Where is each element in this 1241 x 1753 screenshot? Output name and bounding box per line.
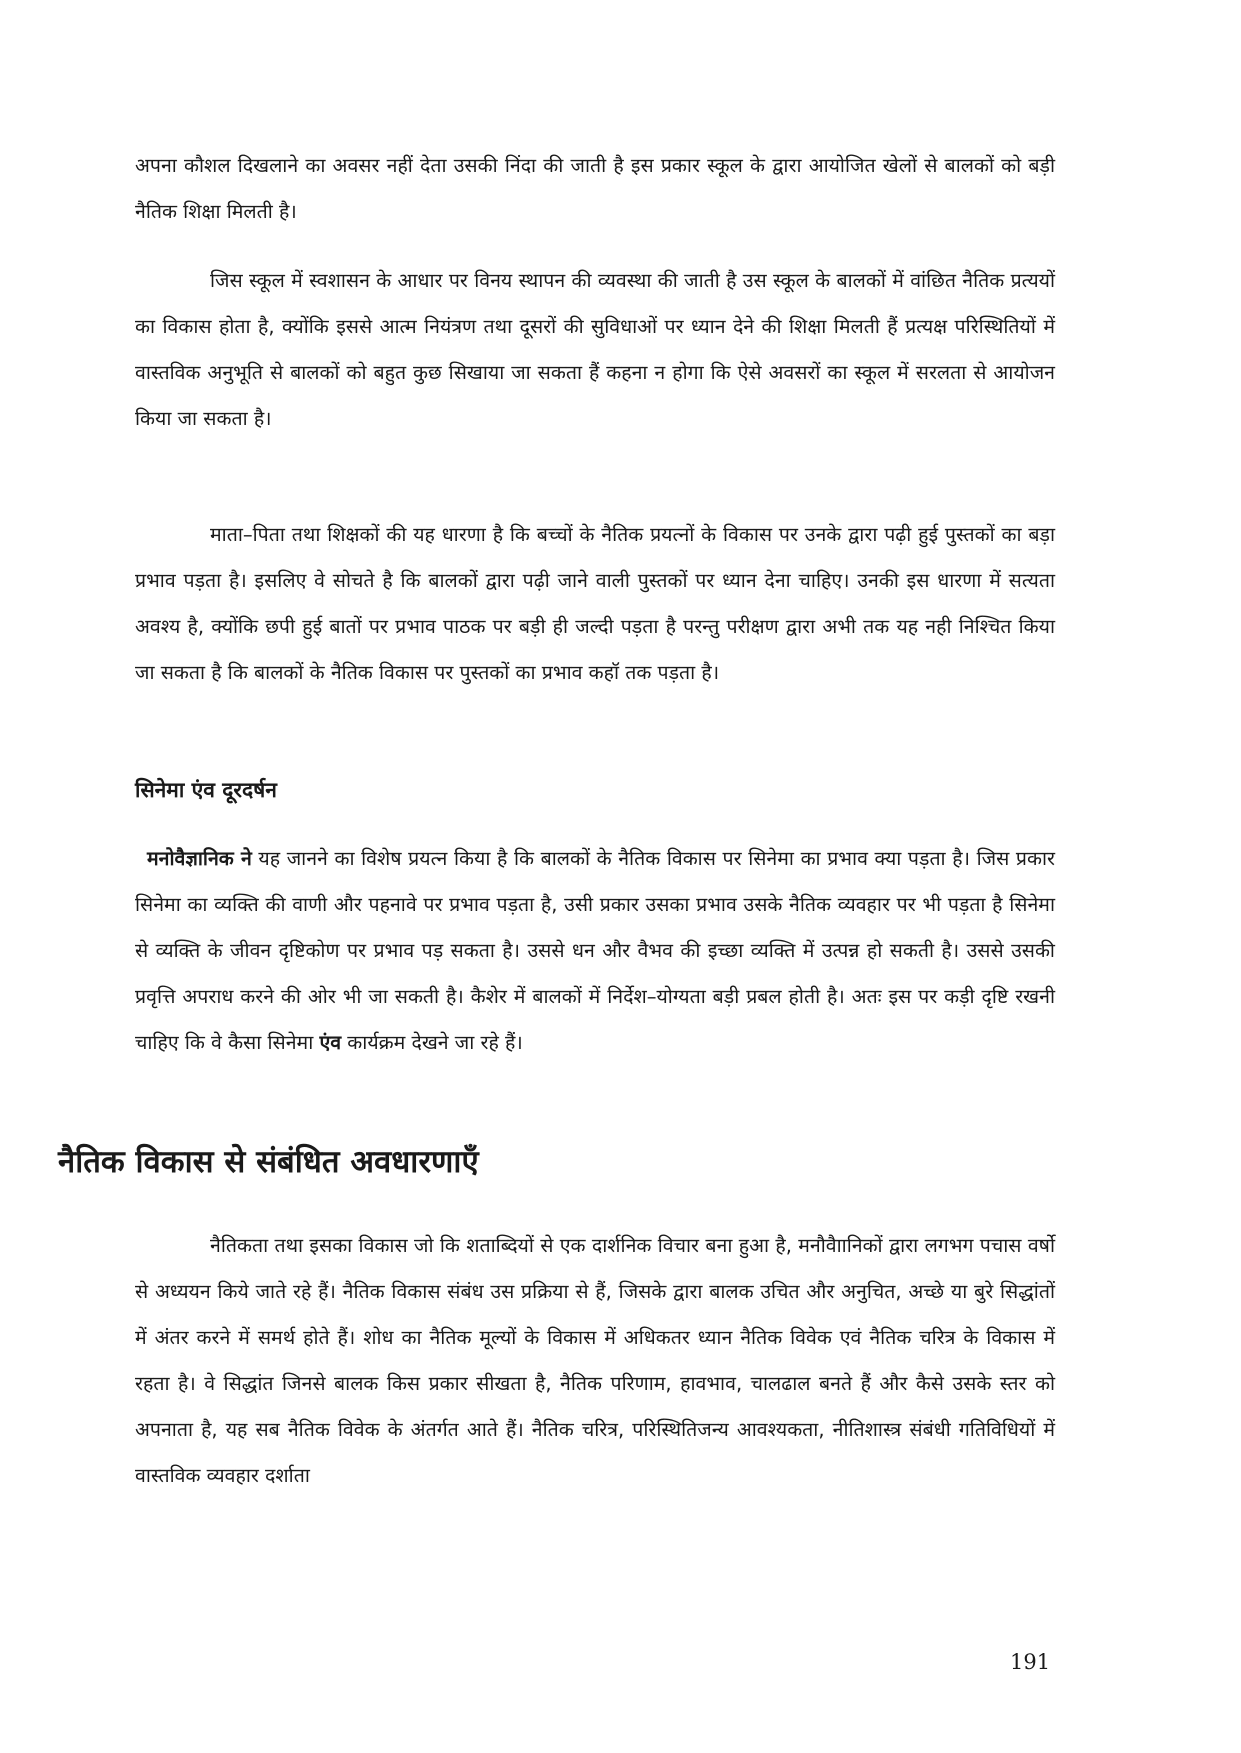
section-title-moral-development: नैतिक विकास से संबंधित अवधारणाएँ: [58, 1144, 479, 1180]
paragraph-self-governance: जिस स्कूल में स्वशासन के आधार पर विनय स्थापन की व्यवस्था की जाती है उस स्कूल के बालकों में वांछित नैतिक प्रत्ययों का विकास होता है, क्योंकि इससे आत्म नियंत्रण तथा दूसरों की सुविधाओं पर ध्यान देने की शिक्षा मिलती हैं प्रत्यक्ष परिस्थितियों में वास्तविक अनुभूति से बालकों को बहुत कुछ सिखाया जा सकता हैं कहना न होगा कि ऐसे अवसरों का स्कूल में सरलता से आयोजन किया जा सकता है।: [135, 269, 1055, 430]
bold-psychologist: मनोवैज्ञानिक ने: [147, 847, 252, 870]
page-number: 191: [1010, 1650, 1051, 1674]
paragraph-cinema: [135, 836, 1055, 1066]
paragraph-books-influence: माता–पिता तथा शिक्षकों की यह धारणा है कि बच्चों के नैतिक प्रयत्नों के विकास पर उनके द्वारा पढ़ी हुई पुस्तकों का बड़ा प्रभाव पड़ता है। इसलिए वे सोचते है कि बालकों द्वारा पढ़ी जाने वाली पुस्तकों पर ध्यान देना चाहिए। उनकी इस धारणा में सत्यता अवश्य है, क्योंकि छपी हुई बातों पर प्रभाव पाठक पर बड़ी ही जल्दी पड़ता है परन्तु परीक्षण द्वारा अभी तक यह नही निश्चित किया जा सकता है कि बालकों के नैतिक विकास पर पुस्तकों का प्रभाव कहॉ तक पड़ता है।: [135, 523, 1055, 684]
paragraph-moral-concepts: नैतिकता तथा इसका विकास जो कि शताब्दियों से एक दार्शनिक विचार बना हुआ है, मनौवैाानिकों द्वारा लगभग पचास वर्षो से अध्ययन किये जाते रहे हैं। नैतिक विकास संबंध उस प्रक्रिया से हैं, जिसके द्वारा बालक उचित और अनुचित, अच्छे या बुरे सिद्धांतों में अंतर करने में समर्थ होते हैं। शोध का नैतिक मूल्यों के विकास में अधिकतर ध्यान नैतिक विवेक एवं नैतिक चरित्र के विकास में रहता है। वे सिद्धांत जिनसे बालक किस प्रकार सीखता है, नैतिक परिणाम, हावभाव, चालढाल बनते हैं और कैसे उसके स्तर को अपनाता है, यह सब नैतिक विवेक के अंतर्गत आते हैं। नैतिक चरित्र, परिस्थितिजन्य आवश्यकता, नीतिशास्त्र संबंधी गतिविधियों में वास्तविक व्यवहार दर्शाता: [135, 1234, 1055, 1487]
paragraph-school-games: अपना कौशल दिखलाने का अवसर नहीं देता उसकी निंदा की जाती है इस प्रकार स्कूल के द्वारा आयोजित खेलों से बालकों को बड़ी नैतिक शिक्षा मिलती है।: [135, 154, 1055, 223]
bold-evam: एंव: [319, 1031, 342, 1054]
subheading-cinema-television: सिनेमा एंव दूरदर्षन: [135, 778, 277, 802]
cinema-text-part-2: कार्यक्रम देखने जा रहे हैं।: [341, 1031, 523, 1054]
cinema-text-part-1: यह जानने का विशेष प्रयत्न किया है कि बालकों के नैतिक विकास पर सिनेमा का प्रभाव क्या पड़ता है। जिस प्रकार सिनेमा का व्यक्ति की वाणी और पहनावे पर प्रभाव पड़ता है, उसी प्रकार उसका प्रभाव उसके नैतिक व्यवहार पर भी पड़ता है सिनेमा से व्यक्ति के जीवन दृष्टिकोण पर प्रभाव पड़ सकता है। उससे धन और वैभव की इच्छा व्यक्ति में उत्पन्न हो सकती है। उससे उसकी प्रवृत्ति अपराध करने की ओर भी जा सकती है। कैशेर में बालकों में निर्देश–योग्यता बड़ी प्रबल होती है। अतः इस पर कड़ी दृष्टि रखनी चाहिए कि वे कैसा सिनेमा: [135, 847, 1055, 1054]
